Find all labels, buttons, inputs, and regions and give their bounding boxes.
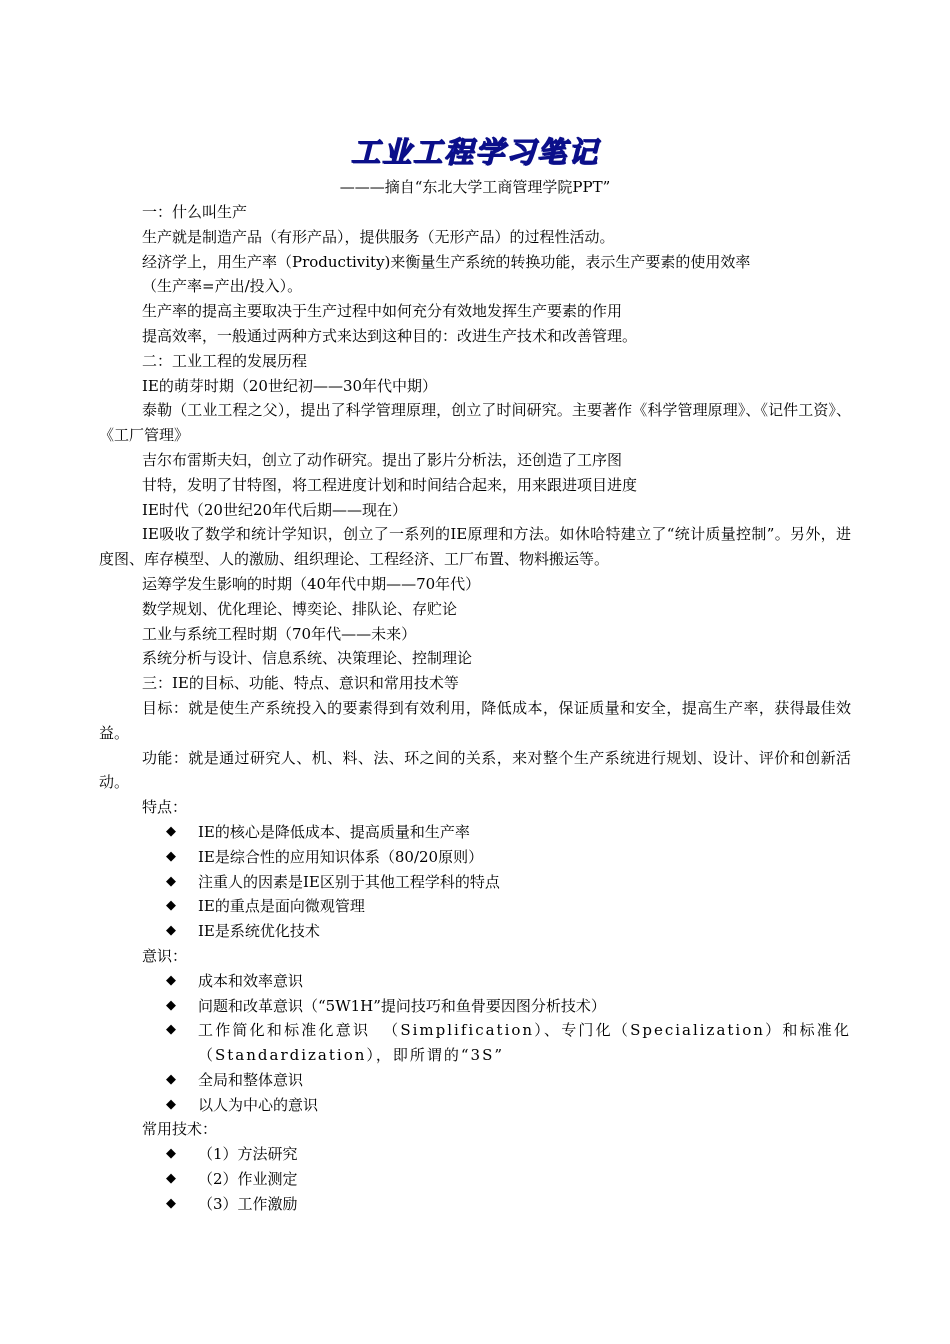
- paragraph: 生产就是制造产品（有形产品），提供服务（无形产品）的过程性活动。: [142, 227, 615, 246]
- paragraph: 提高效率，一般通过两种方式来达到这种目的：改进生产技术和改善管理。: [142, 326, 638, 345]
- paragraph: IE的萌芽时期（20世纪初——30年代中期）: [142, 376, 438, 395]
- diamond-bullet-icon: ◆: [166, 1146, 176, 1162]
- diamond-bullet-icon: ◆: [166, 898, 176, 914]
- document-subtitle: ———摘自“东北大学工商管理学院PPT”: [339, 178, 611, 196]
- diamond-bullet-icon: ◆: [166, 823, 176, 839]
- list-item: ◆ 成本和效率意识: [99, 969, 851, 994]
- paragraph: IE吸收了数学和统计学知识，创立了一系列的IE原理和方法。如休哈特建立了“统计质量控制”。另外，进度图、库存模型、人的激励、组织理论、工程经济、工厂布置、物料搬运等。: [99, 525, 851, 569]
- list-item: ◆ （2）作业测定: [99, 1167, 851, 1192]
- techniques-label: 常用技术：: [142, 1120, 218, 1139]
- paragraph: 经济学上，用生产率（Productivity)来衡量生产系统的转换功能，表示生产要素的使用效率: [142, 252, 751, 271]
- paragraph-continuation: （生产率=产出/投入）。: [142, 277, 303, 296]
- list-item: ◆ IE是系统优化技术: [99, 919, 851, 944]
- diamond-bullet-icon: ◆: [166, 1171, 176, 1187]
- list-item: ◆ （1）方法研究: [99, 1142, 851, 1167]
- list-item: ◆ 注重人的因素是IE区别于其他工程学科的特点: [99, 870, 851, 895]
- paragraph: 工业与系统工程时期（70年代——未来）: [142, 624, 417, 643]
- diamond-bullet-icon: ◆: [166, 1096, 176, 1112]
- diamond-bullet-icon: ◆: [166, 997, 176, 1013]
- paragraph: 泰勒（工业工程之父），提出了科学管理原理，创立了时间研究。主要著作《科学管理原理》、《记件工资》、《工厂管理》: [99, 401, 851, 445]
- list-item: ◆ IE是综合性的应用知识体系（80/20原则）: [99, 845, 851, 870]
- list-item: ◆ 工作简化和标准化意识 （Simplification）、专门化（Specialization）和标准化（Standardization），即所谓的“3S”: [99, 1018, 851, 1068]
- diamond-bullet-icon: ◆: [166, 923, 176, 939]
- diamond-bullet-icon: ◆: [166, 1071, 176, 1087]
- paragraph: 系统分析与设计、信息系统、决策理论、控制理论: [142, 649, 473, 668]
- paragraph: 数学规划、优化理论、博奕论、排队论、存贮论: [142, 599, 458, 618]
- list-item: ◆ IE的核心是降低成本、提高质量和生产率: [99, 820, 851, 845]
- section-heading-1: 一：什么叫生产: [142, 203, 248, 221]
- paragraph: 吉尔布雷斯夫妇，创立了动作研究。提出了影片分析法，还创造了工序图: [142, 450, 623, 469]
- list-item: ◆ 问题和改革意识（“5W1H”提问技巧和鱼骨要因图分析技术）: [99, 994, 851, 1019]
- diamond-bullet-icon: ◆: [166, 1022, 178, 1038]
- diamond-bullet-icon: ◆: [166, 1195, 176, 1211]
- list-item: ◆ （3）工作激励: [99, 1192, 851, 1217]
- document-body: [99, 200, 851, 1217]
- goal-paragraph: 目标：就是使生产系统投入的要素得到有效利用，降低成本，保证质量和安全，提高生产率，获得最佳效益。: [99, 698, 851, 742]
- paragraph: IE时代（20世纪20年代后期——现在）: [142, 500, 408, 519]
- document-title: 工业工程学习笔记: [350, 135, 599, 169]
- diamond-bullet-icon: ◆: [166, 873, 176, 889]
- features-label: 特点：: [142, 798, 188, 817]
- section-heading-2: 二：工业工程的发展历程: [142, 351, 308, 370]
- list-item: ◆ IE的重点是面向微观管理: [99, 894, 851, 919]
- diamond-bullet-icon: ◆: [166, 972, 176, 988]
- list-item: ◆ 全局和整体意识: [99, 1068, 851, 1093]
- section-heading-3: 三：IE的目标、功能、特点、意识和常用技术等: [142, 674, 459, 693]
- paragraph: 生产率的提高主要取决于生产过程中如何充分有效地发挥生产要素的作用: [142, 302, 623, 321]
- function-paragraph: 功能：就是通过研究人、机、料、法、环之间的关系，来对整个生产系统进行规划、设计、评价和创新活动。: [99, 748, 851, 792]
- list-item: ◆ 以人为中心的意识: [99, 1093, 851, 1118]
- paragraph: 运筹学发生影响的时期（40年代中期——70年代）: [142, 574, 481, 593]
- awareness-list: [99, 969, 851, 1118]
- paragraph: 甘特，发明了甘特图，将工程进度计划和时间结合起来，用来跟进项目进度: [142, 475, 638, 494]
- features-list: [99, 820, 851, 944]
- awareness-label: 意识：: [142, 946, 188, 965]
- diamond-bullet-icon: ◆: [166, 848, 176, 864]
- techniques-list: [99, 1142, 851, 1216]
